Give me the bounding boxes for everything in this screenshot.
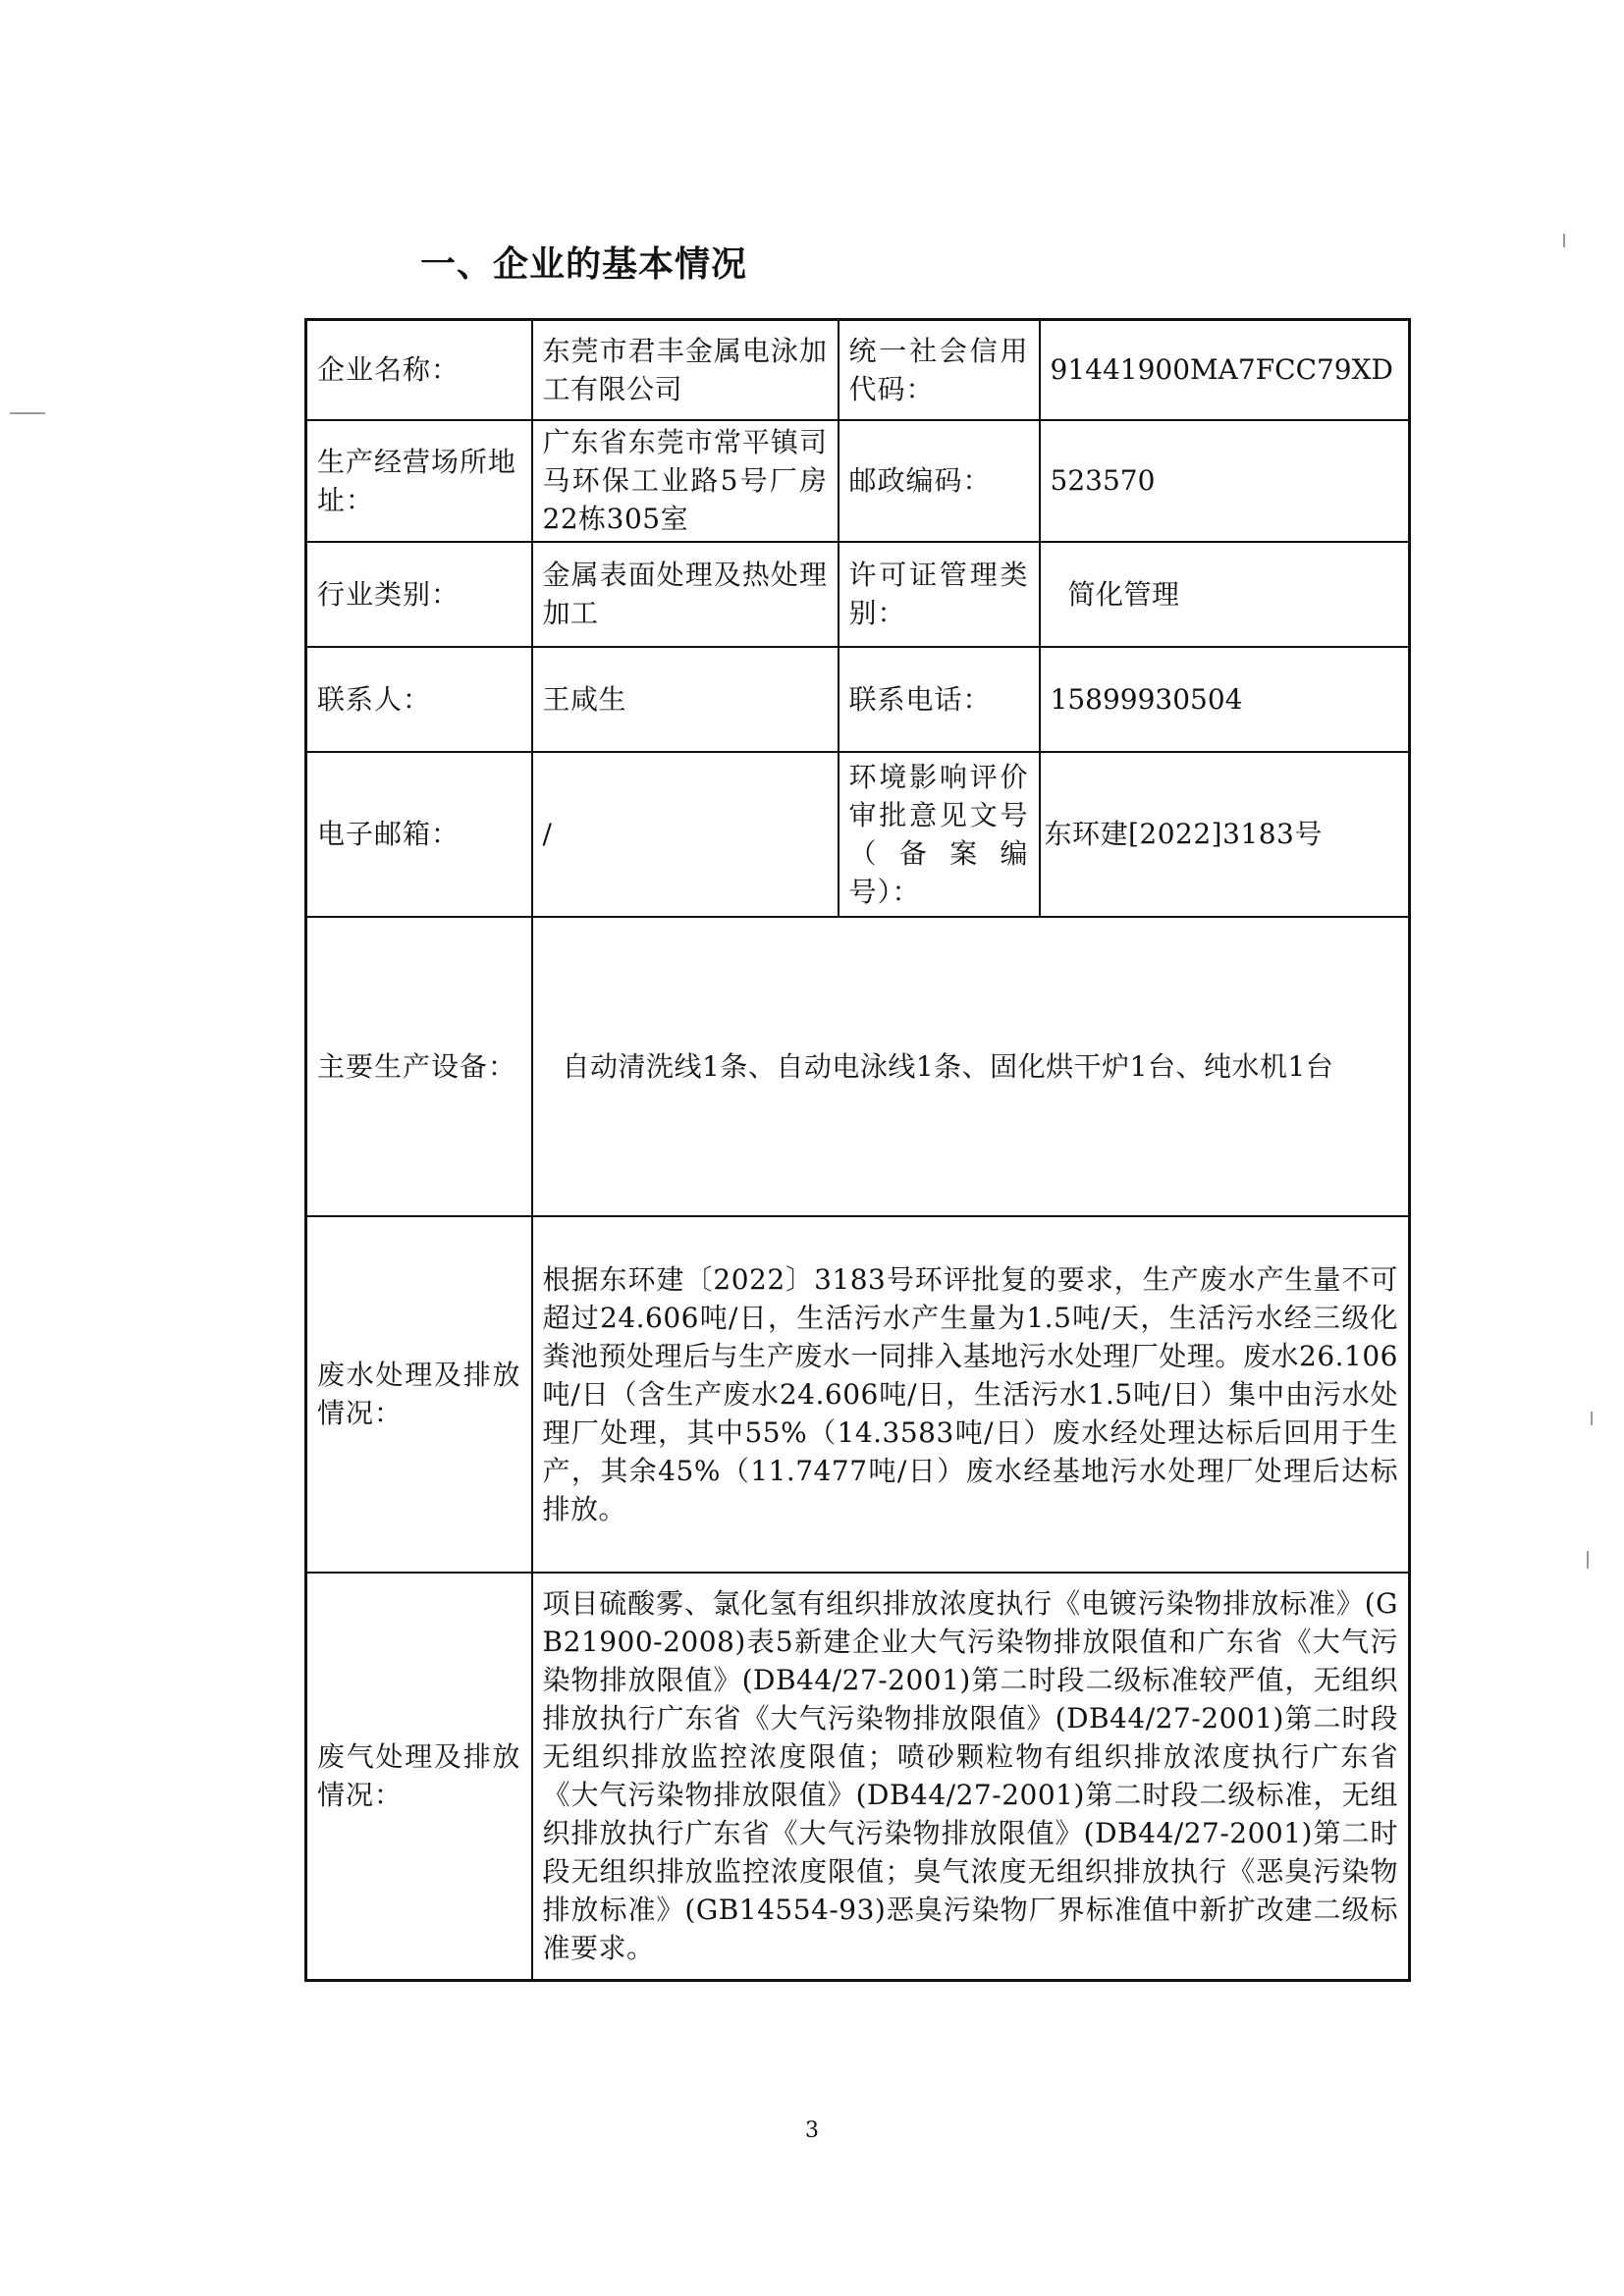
equipment-value: 自动清洗线1条、自动电泳线1条、固化烘干炉1台、纯水机1台 [532,917,1410,1216]
email-label: 电子邮箱： [306,752,532,917]
credit-code-label: 统一社会信用代码： [839,320,1040,420]
exhaust-label: 废气处理及排放情况： [306,1573,532,1981]
table-row [306,320,1410,420]
table-row [306,542,1410,647]
scan-mark [1591,1412,1593,1425]
permit-category-label: 许可证管理类别： [839,542,1040,647]
equipment-label: 主要生产设备： [306,917,532,1216]
postal-code-value: 523570 [1040,420,1410,542]
industry-value: 金属表面处理及热处理加工 [532,542,839,647]
page-number: 3 [805,2118,819,2143]
enterprise-info-table [304,318,1411,1982]
contact-value: 王咸生 [532,647,839,752]
table-row [306,420,1410,542]
table-row [306,647,1410,752]
table-row [306,917,1410,1216]
company-name-value: 东莞市君丰金属电泳加工有限公司 [532,320,839,420]
exhaust-value: 项目硫酸雾、氯化氢有组织排放浓度执行《电镀污染物排放标准》(GB21900-2008)表5新建企业大气污染物排放限值和广东省《大气污染物排放限值》(DB44/27-2001)第二时段二级标准较严值，无组织排放执行广东省《大气污染物排放限值》(DB44/27-2001)第二时段无组织排放监控浓度限值；喷砂颗粒物有组织排放浓度执行广东省《大气污染物排放限值》(DB44/27-2001)第二时段二级标准，无组织排放执行广东省《大气污染物排放限值》(DB44/27-2001)第二时段无组织排放监控浓度限值；臭气浓度无组织排放执行《恶臭污染物排放标准》(GB14554-93)恶臭污染物厂界标准值中新扩改建二级标准要求。 [532,1573,1410,1981]
table-row [306,1216,1410,1573]
email-value: / [532,752,839,917]
table-row [306,752,1410,917]
eia-approval-value: 东环建[2022]3183号 [1040,752,1410,917]
phone-value: 15899930504 [1040,647,1410,752]
wastewater-label: 废水处理及排放情况： [306,1216,532,1573]
eia-approval-label: 环境影响评价审批意见文号（备案编号）： [839,752,1040,917]
scan-mark [1563,234,1565,247]
scan-mark [1587,1551,1589,1569]
address-value: 广东省东莞市常平镇司马环保工业路5号厂房22栋305室 [532,420,839,542]
section-heading: 一、企业的基本情况 [420,244,748,285]
industry-label: 行业类别： [306,542,532,647]
table-row [306,1573,1410,1981]
scan-mark [10,412,45,414]
phone-label: 联系电话： [839,647,1040,752]
company-name-label: 企业名称： [306,320,532,420]
address-label: 生产经营场所地址： [306,420,532,542]
credit-code-value: 91441900MA7FCC79XD [1040,320,1410,420]
contact-label: 联系人： [306,647,532,752]
wastewater-value: 根据东环建〔2022〕3183号环评批复的要求，生产废水产生量不可超过24.606吨/日，生活污水产生量为1.5吨/天，生活污水经三级化粪池预处理后与生产废水一同排入基地污水处理厂处理。废水26.106吨/日（含生产废水24.606吨/日，生活污水1.5吨/日）集中由污水处理厂处理，其中55%（14.3583吨/日）废水经处理达标后回用于生产，其余45%（11.7477吨/日）废水经基地污水处理厂处理后达标排放。 [532,1216,1410,1573]
permit-category-value: 简化管理 [1040,542,1410,647]
postal-code-label: 邮政编码： [839,420,1040,542]
